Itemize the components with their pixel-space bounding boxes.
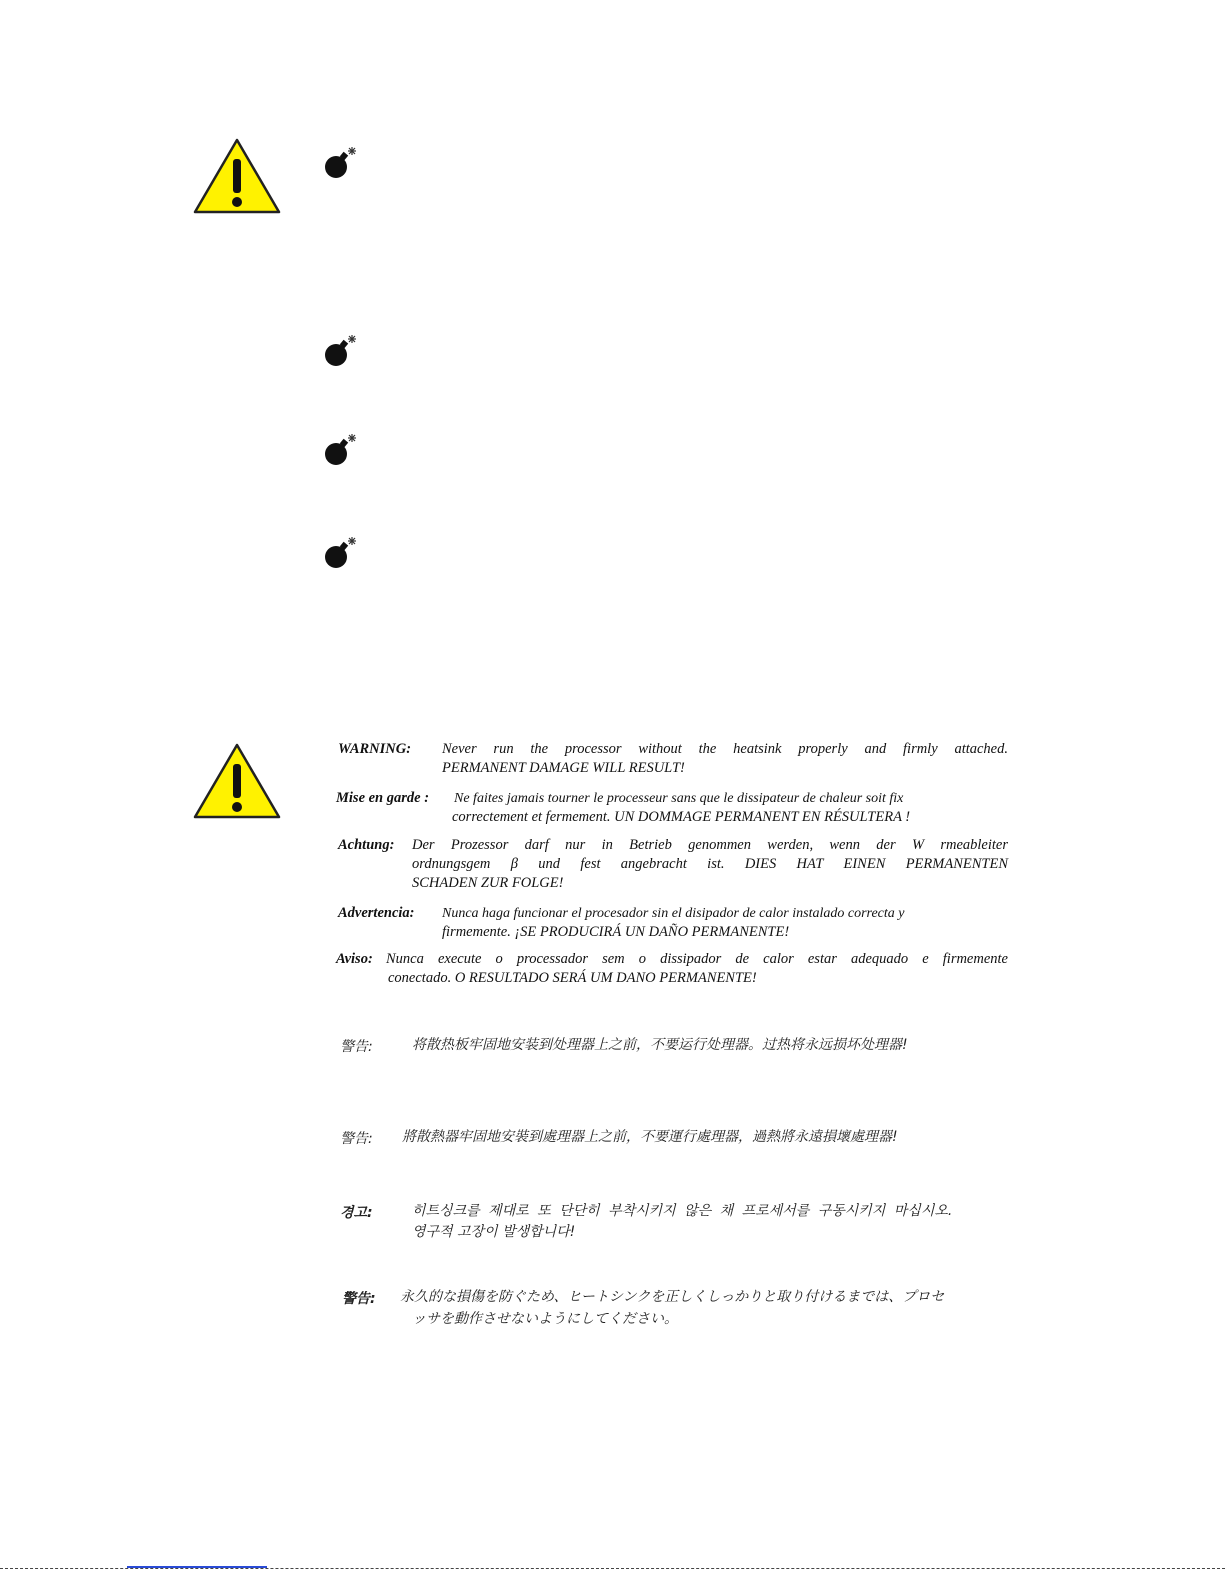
warning-ja-line2: ッサを動作させないようにしてください。 <box>412 1311 678 1327</box>
warning-zh-s-text: 将散热板牢固地安装到处理器上之前，不要运行处理器。过热将永远损坏处理器! <box>412 1037 908 1053</box>
caution-triangle-icon <box>192 137 282 215</box>
warning-ko-line2: 영구적 고장이 발생합니다! <box>412 1224 576 1240</box>
warning-zh-s-label: 警告: <box>340 1039 373 1055</box>
bomb-icon <box>322 432 360 468</box>
warning-es-line2: firmemente. ¡SE PRODUCIRÁ UN DAÑO PERMANENTE! <box>442 924 790 940</box>
page-bottom-link-underline <box>127 1566 267 1568</box>
warning-zh-t-label: 警告: <box>340 1131 373 1147</box>
warning-en-line2: PERMANENT DAMAGE WILL RESULT! <box>442 760 685 776</box>
warning-ko-line1: 히트싱크를 제대로 또 단단히 부착시키지 않은 채 프로세서를 구동시키지 마십시오. <box>412 1203 953 1219</box>
warning-fr-label: Mise en garde : <box>336 790 430 806</box>
warning-en <box>338 740 1018 780</box>
warning-zh-t-text: 將散熱器牢固地安裝到處理器上之前，不要運行處理器，過熱將永遠損壞處理器! <box>402 1129 898 1145</box>
bomb-icon <box>322 333 360 369</box>
warning-pt <box>338 950 1018 990</box>
warning-pt-label: Aviso: <box>336 951 373 967</box>
caution-triangle-icon <box>192 742 282 820</box>
bomb-icon <box>322 145 360 181</box>
bomb-icon <box>322 535 360 571</box>
warning-de-label: Achtung: <box>338 837 395 853</box>
warning-ja-line1: 永久的な損傷を防ぐため、ヒートシンクを正しくしっかりと取り付けるまでは、プロセ <box>400 1289 945 1305</box>
warning-fr <box>338 789 1018 829</box>
warning-fr-line1: Ne faites jamais tourner le processeur sans que le dissipateur de chaleur soit fix <box>454 791 904 806</box>
warning-pt-line1: Nunca execute o processador sem o dissipador de calor estar adequado e firmemente <box>386 951 1008 967</box>
warning-es <box>338 904 1018 944</box>
warning-de-line2: ordnungsgem β und fest angebracht ist. DIES HAT EINEN PERMANENTEN <box>412 856 1008 872</box>
warning-en-label: WARNING: <box>338 741 412 757</box>
warning-en-line1: Never run the processor without the heatsink properly and firmly attached. <box>442 741 1008 757</box>
page-bottom-rule <box>0 1568 1225 1569</box>
warning-pt-line2: conectado. O RESULTADO SERÁ UM DANO PERMANENTE! <box>388 970 757 986</box>
warning-de <box>338 836 1018 896</box>
warning-de-line3: SCHADEN ZUR FOLGE! <box>412 875 564 891</box>
warning-de-line1: Der Prozessor darf nur in Betrieb genommen werden, wenn der W rmeableiter <box>412 837 1008 853</box>
warning-ko-label: 경고: <box>340 1205 373 1221</box>
warning-ja-label: 警告: <box>342 1291 376 1307</box>
warning-es-line1: Nunca haga funcionar el procesador sin el disipador de calor instalado correcta y <box>442 906 905 921</box>
warning-es-label: Advertencia: <box>338 905 415 921</box>
warning-fr-line2: correctement et fermement. UN DOMMAGE PERMANENT EN RÉSULTERA ! <box>452 809 911 825</box>
